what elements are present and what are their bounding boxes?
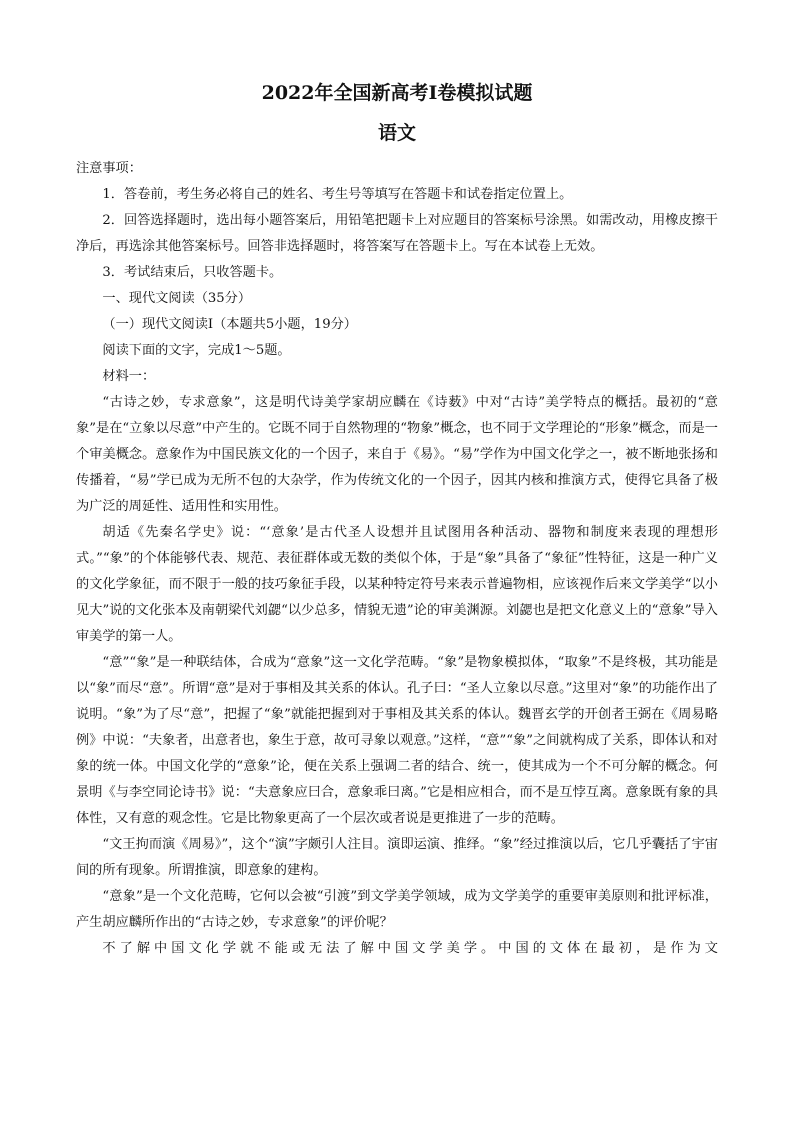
body-paragraph: “文王拘而演《周易》”，这个“演”字颇引人注目。演即运演、推绎。“象”经过推演以后，它几乎囊括了宇宙间的所有现象。所谓推演，即意象的建构。 [76,837,718,878]
notice-item: 2．回答选择题时，选出每小题答案后，用铅笔把题卡上对应题目的答案标号涂黑。如需改动，用橡皮擦干净后，再选涂其他答案标号。回答非选择题时，将答案写在答题卡上。写在本试卷上无效。 [76,213,718,254]
exam-subject: 语文 [377,122,416,144]
notice-item: 1．答卷前，考生务必将自己的姓名、考生号等填写在答题卡和试卷指定位置上。 [102,187,573,202]
body-paragraph: 不了解中国文化学就不能或无法了解中国文学美学。中国的文体在最初，是作为文 [102,941,718,956]
instruction-text: 阅读下面的文字，完成1～5题。 [102,343,291,358]
exam-title: 2022年全国新高考Ⅰ卷模拟试题 [261,82,533,104]
body-paragraph: 胡适《先秦名学史》说：“‘意象’是古代圣人设想并且试图用各种活动、器物和制度来表现的理想形式。”“象”的个体能够代表、规范、表征群体或无数的类似个体，于是“象”具备了“象征”性特征，这是一种广义的文化学象征，而不限于一般的技巧象征手段，以某种特定符号来表示普遍物相，应该视作后来文学美学“以小见大”说的文化张本及南朝梁代刘勰“以少总多，情貌无遗”论的审美渊源。刘勰也是把文化意义上的“意象”导入审美学的第一人。 [76,525,718,644]
body-paragraph: “意”“象”是一种联结体，合成为“意象”这一文化学范畴。“象”是物象模拟体，“取象”不是终极，其功能是以“象”而尽“意”。所谓“意”是对于事相及其关系的体认。孔子曰：“圣人立象以尽意。”这里对“象”的功能作出了说明。“象”为了尽“意”，把握了“象”就能把握到对于事相及其关系的体认。魏晋玄学的开创者王弼在《周易略例》中说：“夫象者，出意者也，象生于意，故可寻象以观意。”这样，“意”“象”之间就构成了关系，即体认和对象的统一体。中国文化学的“意象”论，便在关系上强调二者的结合、统一，使其成为一个不可分解的概念。何景明《与李空同论诗书》说：“夫意象应曰合，意象乖曰离。”它是相应相合，而不是互悖互离。意象既有象的具体性，又有意的观念性。它是比物象更高了一个层次或者说是更推进了一步的范畴。 [76,655,718,826]
exam-page [76,80,718,962]
body-paragraph: “古诗之妙，专求意象”，这是明代诗美学家胡应麟在《诗薮》中对“古诗”美学特点的概括。最初的“意象”是在“立象以尽意”中产生的。它既不同于自然物理的“物象”概念，也不同于文学理论的“形象”概念，而是一个审美概念。意象作为中国民族文化的一个因子，来自于《易》。“易”学作为中国文化学之一，被不断地张扬和传播着，“易”学已成为无所不包的大杂学，作为传统文化的一个因子，因其内核和推演方式，使得它具备了极为广泛的周延性、适用性和实用性。 [76,395,718,514]
section-heading: 一、现代文阅读（35分） [102,291,252,306]
notice-item: 3．考试结束后，只收答题卡。 [102,265,283,280]
material-label: 材料一： [102,369,156,384]
subsection-heading: （一）现代文阅读Ⅰ（本题共5小题，19分） [102,317,357,332]
notice-heading: 注意事项： [76,161,142,176]
body-paragraph: “意象”是一个文化范畴，它何以会被“引渡”到文学美学领域，成为文学美学的重要审美原则和批评标准，产生胡应麟所作出的“古诗之妙，专求意象”的评价呢？ [76,889,718,930]
